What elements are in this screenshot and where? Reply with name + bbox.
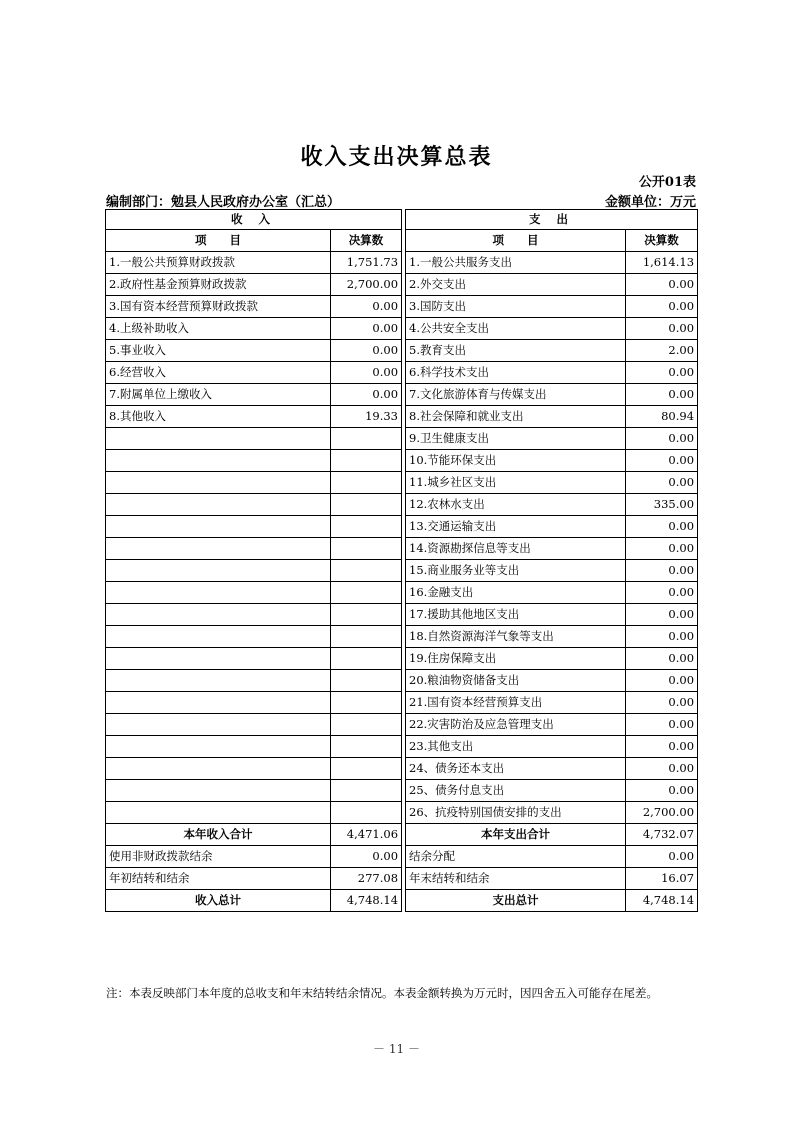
income-item-name [106,582,331,604]
expense-item-name: 4.公共安全支出 [406,318,626,340]
table-row [106,626,698,648]
income-item-name [106,538,331,560]
income-item-amount: 0.00 [331,296,402,318]
summary-row [106,890,698,912]
expense-item-amount: 0.00 [626,648,698,670]
expense-item-amount: 0.00 [626,714,698,736]
table-row [106,758,698,780]
income-item-name [106,516,331,538]
expense-item-amount: 0.00 [626,472,698,494]
expense-item-name: 17.援助其他地区支出 [406,604,626,626]
income-item-amount [331,516,402,538]
income-item-name: 6.经营收入 [106,362,331,384]
table-row [106,406,698,428]
expense-item-amount: 0.00 [626,384,698,406]
expense-item-name: 8.社会保障和就业支出 [406,406,626,428]
table-row [106,450,698,472]
table-row [106,802,698,824]
income-item-amount [331,428,402,450]
expense-item-name: 2.外交支出 [406,274,626,296]
expense-item-name: 6.科学技术支出 [406,362,626,384]
expense-item-amount: 0.00 [626,428,698,450]
expense-item-amount: 0.00 [626,296,698,318]
department-label: 编制部门：勉县人民政府办公室（汇总） [106,195,341,210]
expense-item-amount: 0.00 [626,274,698,296]
income-item-name [106,648,331,670]
income-item-amount: 0.00 [331,362,402,384]
summary-expense-amount: 16.07 [626,868,698,890]
income-item-amount [331,604,402,626]
summary-income-amount: 277.08 [331,868,402,890]
section-header-row [106,210,698,230]
expense-item-amount: 0.00 [626,604,698,626]
table-row [106,692,698,714]
expense-item-amount: 2,700.00 [626,802,698,824]
table-code: 公开01表 [638,175,696,190]
income-item-name [106,714,331,736]
table-row [106,274,698,296]
table-row [106,252,698,274]
table-row [106,538,698,560]
income-item-header: 项 目 [106,230,331,252]
income-item-name [106,626,331,648]
table-row [106,604,698,626]
income-item-amount [331,714,402,736]
income-item-name [106,604,331,626]
summary-expense-amount: 4,748.14 [626,890,698,912]
expense-amount-header: 决算数 [626,230,698,252]
income-item-name: 1.一般公共预算财政拨款 [106,252,331,274]
unit-label: 金额单位：万元 [604,195,696,210]
expense-item-name: 15.商业服务业等支出 [406,560,626,582]
income-item-amount [331,582,402,604]
expense-item-name: 3.国防支出 [406,296,626,318]
income-item-name [106,560,331,582]
page-title: 收入支出决算总表 [300,145,493,170]
table-row [106,494,698,516]
expense-item-amount: 0.00 [626,318,698,340]
expense-item-amount: 0.00 [626,450,698,472]
income-item-name [106,428,331,450]
income-item-name [106,450,331,472]
expense-section-header: 支 出 [406,210,698,230]
table-row [106,362,698,384]
expense-item-name: 22.灾害防治及应急管理支出 [406,714,626,736]
expense-item-name: 26、抗疫特别国债安排的支出 [406,802,626,824]
expense-item-name: 1.一般公共服务支出 [406,252,626,274]
table-row [106,670,698,692]
income-item-amount: 0.00 [331,340,402,362]
table-row [106,516,698,538]
expense-item-amount: 0.00 [626,516,698,538]
summary-income-label: 收入总计 [106,890,331,912]
income-item-amount [331,626,402,648]
income-amount-header: 决算数 [331,230,402,252]
expense-item-amount: 0.00 [626,758,698,780]
income-item-name [106,780,331,802]
expense-item-name: 23.其他支出 [406,736,626,758]
income-item-name [106,758,331,780]
expense-item-name: 13.交通运输支出 [406,516,626,538]
expense-item-amount: 80.94 [626,406,698,428]
income-item-amount: 0.00 [331,384,402,406]
summary-expense-amount: 0.00 [626,846,698,868]
expense-item-name: 14.资源勘探信息等支出 [406,538,626,560]
expense-item-amount: 2.00 [626,340,698,362]
table-row [106,582,698,604]
income-item-amount: 2,700.00 [331,274,402,296]
income-item-name [106,802,331,824]
table-row [106,318,698,340]
income-item-amount [331,538,402,560]
income-item-amount: 19.33 [331,406,402,428]
summary-income-amount: 4,748.14 [331,890,402,912]
table-row [106,648,698,670]
column-header-row [106,230,698,252]
summary-row [106,824,698,846]
expense-item-name: 5.教育支出 [406,340,626,362]
summary-expense-label: 年末结转和结余 [406,868,626,890]
expense-item-amount: 335.00 [626,494,698,516]
table-row [106,472,698,494]
expense-item-amount: 0.00 [626,362,698,384]
footnote: 注：本表反映部门本年度的总收支和年末结转结余情况。本表金额转换为万元时，因四舍五入可能存在尾差。 [106,986,658,1000]
expense-item-name: 7.文化旅游体育与传媒支出 [406,384,626,406]
income-item-name: 3.国有资本经营预算财政拨款 [106,296,331,318]
summary-row [106,868,698,890]
expense-item-amount: 0.00 [626,582,698,604]
table-row [106,340,698,362]
income-item-name [106,670,331,692]
expense-item-amount: 1,614.13 [626,252,698,274]
expense-item-name: 12.农林水支出 [406,494,626,516]
income-item-name: 2.政府性基金预算财政拨款 [106,274,331,296]
expense-item-name: 18.自然资源海洋气象等支出 [406,626,626,648]
summary-row [106,846,698,868]
income-item-amount [331,472,402,494]
income-item-amount [331,670,402,692]
income-item-name: 8.其他收入 [106,406,331,428]
income-item-name [106,472,331,494]
table-row [106,384,698,406]
summary-income-label: 使用非财政拨款结余 [106,846,331,868]
expense-item-amount: 0.00 [626,626,698,648]
expense-item-name: 24、债务还本支出 [406,758,626,780]
income-item-amount: 1,751.73 [331,252,402,274]
expense-item-amount: 0.00 [626,560,698,582]
expense-item-amount: 0.00 [626,736,698,758]
income-item-amount [331,560,402,582]
table-row [106,296,698,318]
table-row [106,428,698,450]
summary-income-amount: 0.00 [331,846,402,868]
income-item-amount [331,802,402,824]
income-item-amount [331,780,402,802]
table-row [106,736,698,758]
summary-expense-amount: 4,732.07 [626,824,698,846]
summary-expense-label: 支出总计 [406,890,626,912]
summary-income-label: 年初结转和结余 [106,868,331,890]
expense-item-amount: 0.00 [626,538,698,560]
summary-expense-label: 结余分配 [406,846,626,868]
income-section-header: 收 入 [106,210,402,230]
expense-item-name: 25、债务付息支出 [406,780,626,802]
income-item-amount [331,692,402,714]
expense-item-header: 项 目 [406,230,626,252]
income-item-name [106,494,331,516]
income-item-amount [331,648,402,670]
income-item-name [106,736,331,758]
expense-item-name: 21.国有资本经营预算支出 [406,692,626,714]
summary-income-amount: 4,471.06 [331,824,402,846]
income-item-name [106,692,331,714]
expense-item-name: 11.城乡社区支出 [406,472,626,494]
page-number: － 11 － [373,1042,420,1056]
expense-item-name: 10.节能环保支出 [406,450,626,472]
income-item-amount [331,736,402,758]
income-item-amount [331,758,402,780]
expense-item-name: 16.金融支出 [406,582,626,604]
expense-item-name: 20.粮油物资储备支出 [406,670,626,692]
summary-income-label: 本年收入合计 [106,824,331,846]
expense-item-name: 9.卫生健康支出 [406,428,626,450]
table-row [106,714,698,736]
expense-item-name: 19.住房保障支出 [406,648,626,670]
income-item-amount [331,450,402,472]
summary-expense-label: 本年支出合计 [406,824,626,846]
expense-item-amount: 0.00 [626,780,698,802]
income-item-name: 4.上级补助收入 [106,318,331,340]
table-row [106,560,698,582]
expense-item-amount: 0.00 [626,692,698,714]
income-item-name: 5.事业收入 [106,340,331,362]
income-item-name: 7.附属单位上缴收入 [106,384,331,406]
income-expense-table [105,209,698,912]
expense-item-amount: 0.00 [626,670,698,692]
income-item-amount: 0.00 [331,318,402,340]
income-item-amount [331,494,402,516]
table-row [106,780,698,802]
